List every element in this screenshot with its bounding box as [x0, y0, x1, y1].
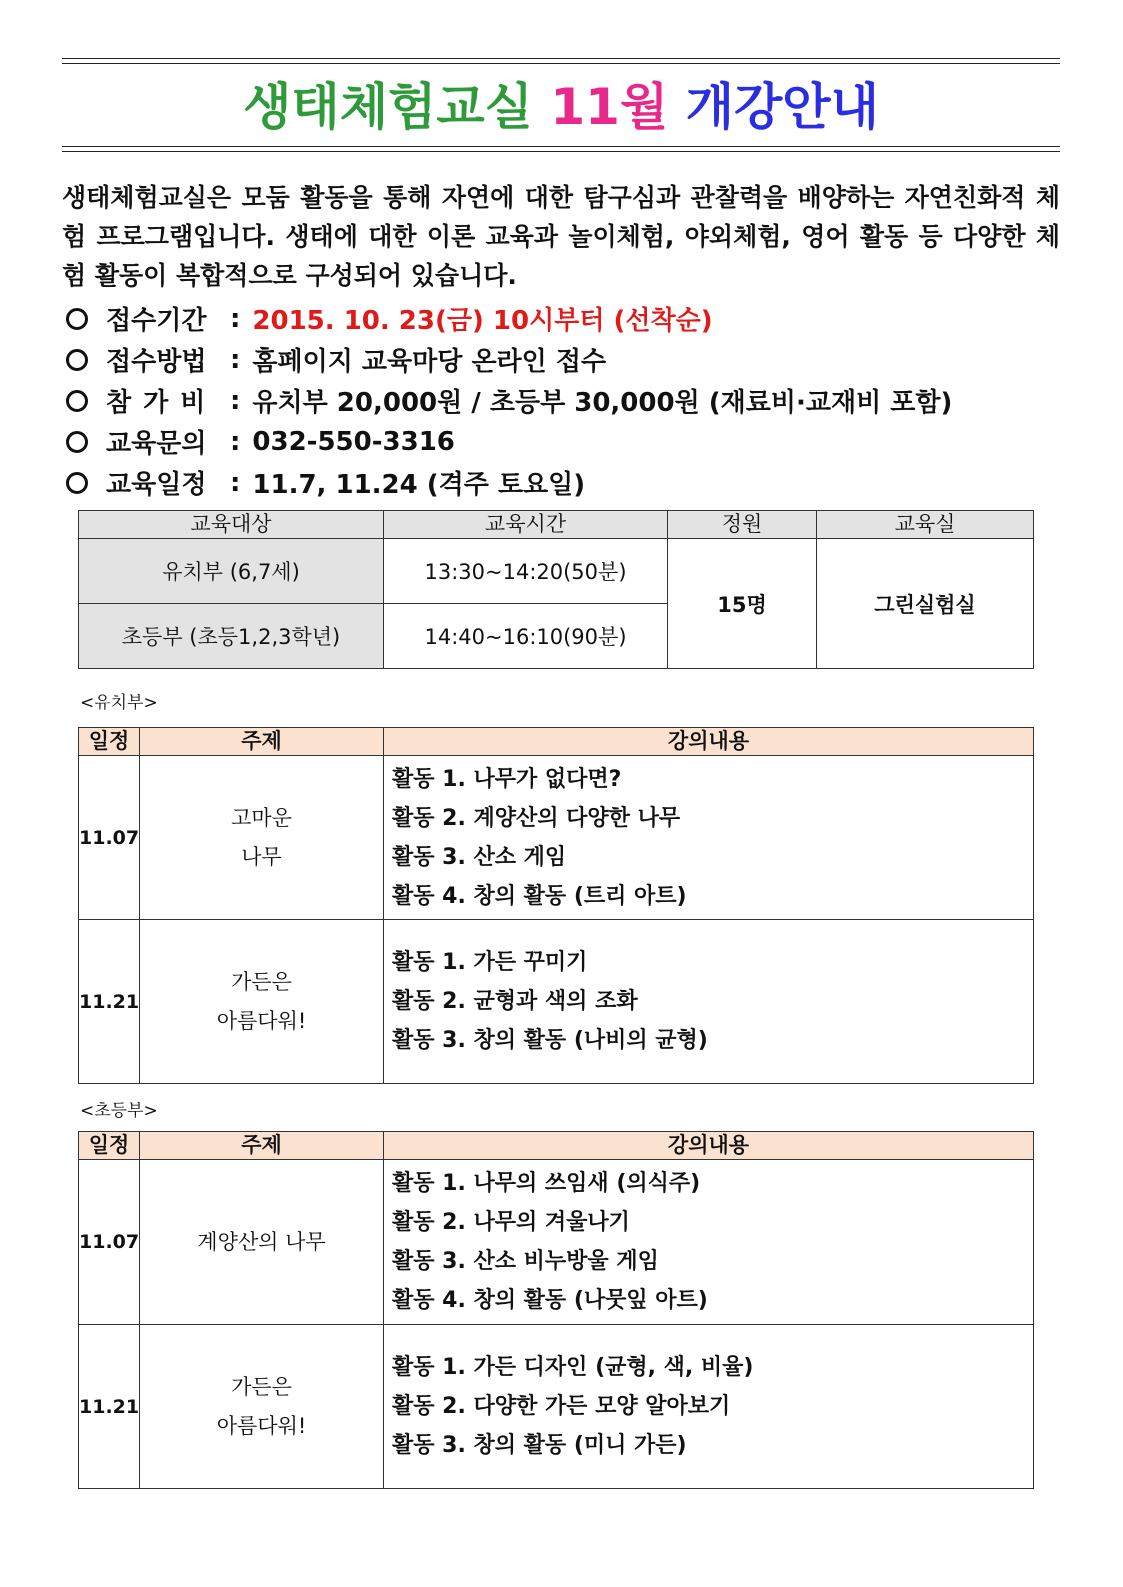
col-header-content: 강의내용: [384, 728, 1034, 756]
elem-section-label: <초등부>: [80, 1101, 158, 1121]
table-row: [79, 920, 1034, 1084]
elem-schedule-table: [78, 1131, 1034, 1489]
table-row: [79, 1160, 1034, 1325]
colon: :: [230, 426, 241, 457]
capacity-cell: 15명: [668, 539, 817, 669]
schedule-header-row: [79, 728, 1034, 756]
circle-bullet-icon: [66, 308, 88, 330]
top-rule-1: [62, 58, 1060, 59]
date-cell: 11.21: [79, 1325, 140, 1489]
kinder-schedule-table: [78, 727, 1034, 1084]
info-item-fee: [62, 380, 1060, 421]
page-title: [62, 72, 1060, 142]
activity-item: 활동 2. 다양한 가든 모양 알아보기: [392, 1394, 731, 1419]
col-header-capacity: 정원: [668, 511, 817, 539]
info-label: 참가비: [106, 388, 218, 418]
activity-item: 활동 3. 창의 활동 (미니 가든): [392, 1433, 687, 1458]
circle-bullet-icon: [66, 390, 88, 412]
target-cell: 유치부 (6,7세): [79, 539, 384, 604]
intro-paragraph: 생태체험교실은 모둠 활동을 통해 자연에 대한 탐구심과 관찰력을 배양하는 자연친화적 체험 프로그램입니다. 생태에 대한 이론 교육과 놀이체험, 야외체험, 영어 활동 등 다양한 체험 활동이 복합적으로 구성되어 있습니다.: [62, 183, 1060, 290]
info-value: 홈페이지 교육마당 온라인 접수: [252, 347, 607, 377]
activity-item: 활동 2. 계양산의 다양한 나무: [392, 805, 681, 831]
info-item-method: [62, 339, 1060, 380]
col-header-content: 강의내용: [384, 1132, 1034, 1160]
info-label: 교육문의: [106, 429, 207, 459]
activity-item: 활동 1. 가든 꾸미기: [392, 950, 588, 975]
topic-line: 고마운: [231, 805, 292, 830]
topic-line: 나무: [241, 844, 282, 869]
colon: :: [230, 467, 241, 498]
col-header-date: 일정: [79, 1132, 140, 1160]
col-header-topic: 주제: [140, 728, 384, 756]
col-header-room: 교육실: [817, 511, 1034, 539]
circle-bullet-icon: [66, 431, 88, 453]
col-header-date: 일정: [79, 728, 140, 756]
date-cell: 11.21: [79, 920, 140, 1084]
activity-item: 활동 3. 창의 활동 (나비의 균형): [392, 1028, 708, 1053]
info-value: 032-550-3316: [252, 426, 455, 457]
time-cell: 14:40~16:10(90분): [384, 604, 668, 669]
content-cell: [384, 920, 1034, 1084]
content-cell: [384, 1325, 1034, 1489]
target-cell: 초등부 (초등1,2,3학년): [79, 604, 384, 669]
room-cell: 그린실험실: [817, 539, 1034, 669]
topic-cell: [140, 1160, 384, 1325]
info-value: 2015. 10. 23(금) 10시부터 (선착순): [252, 306, 713, 336]
info-item-contact: [62, 421, 1060, 462]
date-cell: 11.07: [79, 756, 140, 920]
info-label: 접수방법: [106, 347, 207, 377]
table-row: [79, 539, 1034, 604]
title-part-1: 생태체험교실: [243, 78, 533, 136]
info-value: 유치부 20,000원 / 초등부 30,000원 (재료비·교재비 포함): [252, 388, 953, 418]
bottom-rule-2: [62, 151, 1060, 152]
col-header-topic: 주제: [140, 1132, 384, 1160]
col-header-target: 교육대상: [79, 511, 384, 539]
content-cell: [384, 1160, 1034, 1325]
topic-cell: [140, 756, 384, 920]
topic-line: 계양산의 나무: [197, 1229, 326, 1254]
topic-line: 가든은: [231, 1374, 292, 1399]
topic-line: 아름다워!: [216, 1008, 307, 1033]
table-row: [79, 1325, 1034, 1489]
activity-item: 활동 2. 균형과 색의 조화: [392, 989, 638, 1014]
colon: :: [230, 344, 241, 375]
circle-bullet-icon: [66, 349, 88, 371]
activity-item: 활동 1. 가든 디자인 (균형, 색, 비율): [392, 1355, 754, 1380]
activity-item: 활동 4. 창의 활동 (나뭇잎 아트): [392, 1288, 708, 1313]
activity-item: 활동 1. 나무의 쓰임새 (의식주): [392, 1171, 701, 1196]
activity-item: 활동 3. 산소 비누방울 게임: [392, 1249, 659, 1274]
topic-cell: [140, 1325, 384, 1489]
title-part-2: 11월: [550, 78, 669, 136]
bottom-rule-1: [62, 146, 1060, 147]
schedule-header-row: [79, 1132, 1034, 1160]
time-cell: 13:30~14:20(50분): [384, 539, 668, 604]
activity-item: 활동 2. 나무의 겨울나기: [392, 1210, 630, 1235]
kinder-section-label: <유치부>: [80, 693, 158, 713]
circle-bullet-icon: [66, 472, 88, 494]
info-value: 11.7, 11.24 (격주 토요일): [252, 470, 586, 500]
activity-item: 활동 1. 나무가 없다면?: [392, 766, 622, 792]
content-cell: [384, 756, 1034, 920]
top-rule-2: [62, 63, 1060, 64]
summary-header-row: [79, 511, 1034, 539]
topic-line: 아름다워!: [216, 1413, 307, 1438]
summary-table: [78, 510, 1034, 669]
col-header-time: 교육시간: [384, 511, 668, 539]
table-row: [79, 756, 1034, 920]
info-label: 접수기간: [106, 306, 207, 336]
info-item-schedule: [62, 462, 1060, 503]
info-label: 교육일정: [106, 470, 207, 500]
colon: :: [230, 385, 241, 416]
title-part-3: 개강안내: [685, 78, 879, 136]
topic-line: 가든은: [231, 969, 292, 994]
activity-item: 활동 4. 창의 활동 (트리 아트): [392, 883, 687, 909]
topic-cell: [140, 920, 384, 1084]
colon: :: [230, 303, 241, 334]
info-item-period: [62, 298, 1060, 339]
activity-item: 활동 3. 산소 게임: [392, 844, 567, 870]
date-cell: 11.07: [79, 1160, 140, 1325]
info-list: [62, 298, 1060, 503]
